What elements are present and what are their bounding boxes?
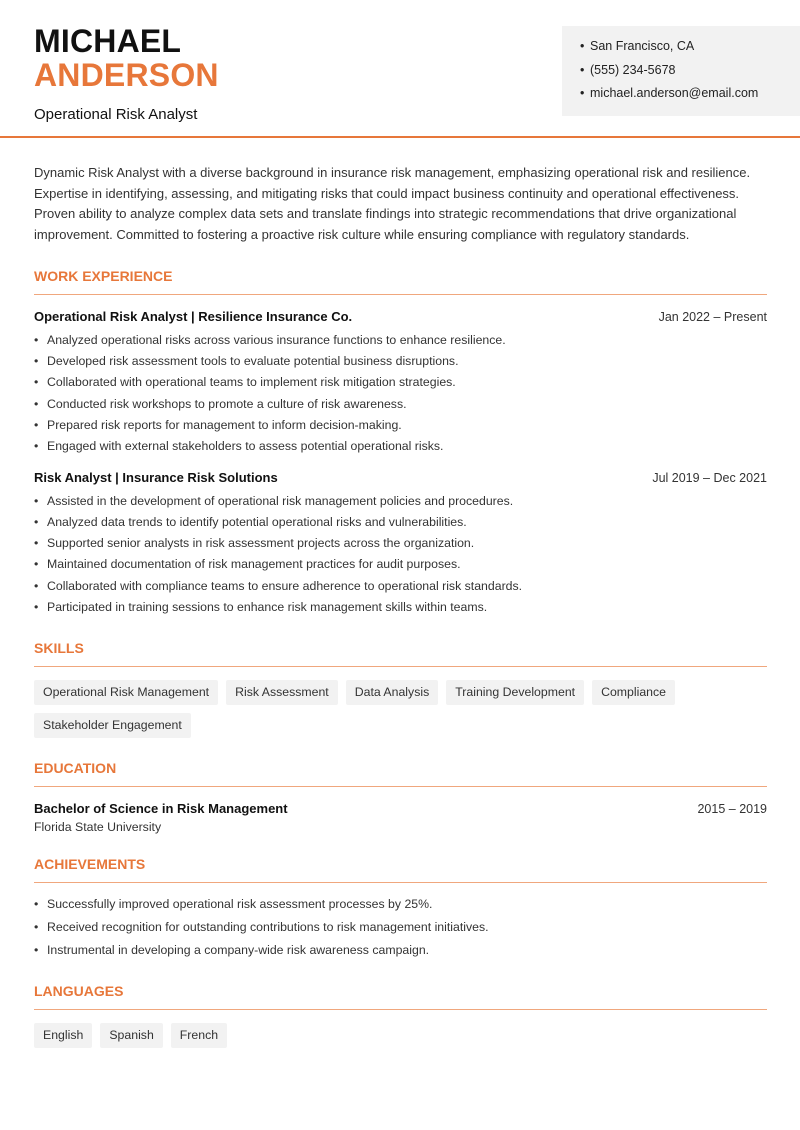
contact-list xyxy=(580,35,800,106)
list-item: • Successfully improved operational risk assessment processes by 25%. xyxy=(34,893,767,916)
language-chip: English xyxy=(34,1023,92,1048)
section-title-languages: LANGUAGES xyxy=(34,983,767,1010)
education-entry xyxy=(34,801,767,834)
skill-chip: Data Analysis xyxy=(346,680,439,705)
skill-chip: Stakeholder Engagement xyxy=(34,713,191,738)
skill-chip: Operational Risk Management xyxy=(34,680,218,705)
languages-section xyxy=(34,983,767,1048)
language-chip: French xyxy=(171,1023,227,1048)
education-school: Florida State University xyxy=(34,820,162,835)
job-header xyxy=(34,309,767,324)
skills-chips xyxy=(34,680,767,738)
first-name: MICHAEL xyxy=(34,23,182,59)
list-item: • Supported senior analysts in risk assessment projects across the organization. xyxy=(34,533,767,554)
education-section xyxy=(34,760,767,834)
list-item: • Analyzed data trends to identify potential operational risks and vulnerabilities. xyxy=(34,512,767,533)
job-title: Risk Analyst | Insurance Risk Solutions xyxy=(34,469,278,485)
skill-chip: Training Development xyxy=(446,680,584,705)
contact-box xyxy=(562,26,800,116)
resume-header xyxy=(0,0,800,138)
section-title-skills: SKILLS xyxy=(34,640,767,667)
name-block xyxy=(34,24,219,123)
section-title-education: EDUCATION xyxy=(34,760,767,787)
job-bullets xyxy=(34,330,767,458)
contact-phone: • (555) 234-5678 xyxy=(580,59,800,83)
list-item: • Collaborated with compliance teams to ensure adherence to operational risk standards. xyxy=(34,576,767,597)
section-title-achievements: ACHIEVEMENTS xyxy=(34,856,767,883)
list-item: • Conducted risk workshops to promote a culture of risk awareness. xyxy=(34,394,767,415)
list-item: • Prepared risk reports for management to inform decision-making. xyxy=(34,415,767,436)
role-title: Operational Risk Analyst xyxy=(34,106,198,123)
job-title: Operational Risk Analyst | Resilience Insurance Co. xyxy=(34,308,353,324)
job-header xyxy=(34,470,767,485)
contact-location: • San Francisco, CA xyxy=(580,35,800,59)
skill-chip: Risk Assessment xyxy=(226,680,338,705)
achievements-list xyxy=(34,893,767,961)
language-chip: Spanish xyxy=(100,1023,162,1048)
job-date: Jan 2022 – Present xyxy=(658,309,767,324)
list-item: • Participated in training sessions to enhance risk management skills within teams. xyxy=(34,597,767,618)
job-bullets xyxy=(34,491,767,619)
list-item: • Analyzed operational risks across various insurance functions to enhance resilience. xyxy=(34,330,767,351)
language-chips xyxy=(34,1023,767,1048)
summary: Dynamic Risk Analyst with a diverse background in insurance risk management, emphasizing operational risk and resilience. Expertise in identifying, assessing, and mitigating risks that could impact business continuity and operational effectiveness. Proven ability to analyze complex data sets and translate findings into strategic recommendations that drive organizational improvement. Committed to fostering a proactive risk culture while ensuring compliance with regulatory standards. xyxy=(34,165,751,243)
job-entry xyxy=(34,309,767,458)
job-entry xyxy=(34,470,767,619)
list-item: • Developed risk assessment tools to evaluate potential business disruptions. xyxy=(34,351,767,372)
list-item: • Engaged with external stakeholders to assess potential operational risks. xyxy=(34,436,767,457)
resume-body xyxy=(34,163,767,1048)
job-date: Jul 2019 – Dec 2021 xyxy=(652,470,767,485)
work-section xyxy=(34,268,767,619)
skill-chip: Compliance xyxy=(592,680,675,705)
list-item: • Collaborated with operational teams to implement risk mitigation strategies. xyxy=(34,372,767,393)
section-title-work: WORK EXPERIENCE xyxy=(34,268,767,295)
last-name: ANDERSON xyxy=(34,57,219,93)
list-item: • Maintained documentation of risk management practices for audit purposes. xyxy=(34,554,767,575)
list-item: • Instrumental in developing a company-wide risk awareness campaign. xyxy=(34,939,767,962)
education-degree: Bachelor of Science in Risk Management xyxy=(34,801,288,817)
list-item: • Assisted in the development of operational risk management policies and procedures. xyxy=(34,491,767,512)
education-date: 2015 – 2019 xyxy=(697,802,767,817)
contact-email: • michael.anderson@email.com xyxy=(580,82,800,106)
skills-section xyxy=(34,640,767,738)
achievements-section xyxy=(34,856,767,961)
list-item: • Received recognition for outstanding contributions to risk management initiatives. xyxy=(34,916,767,939)
education-header xyxy=(34,801,767,816)
